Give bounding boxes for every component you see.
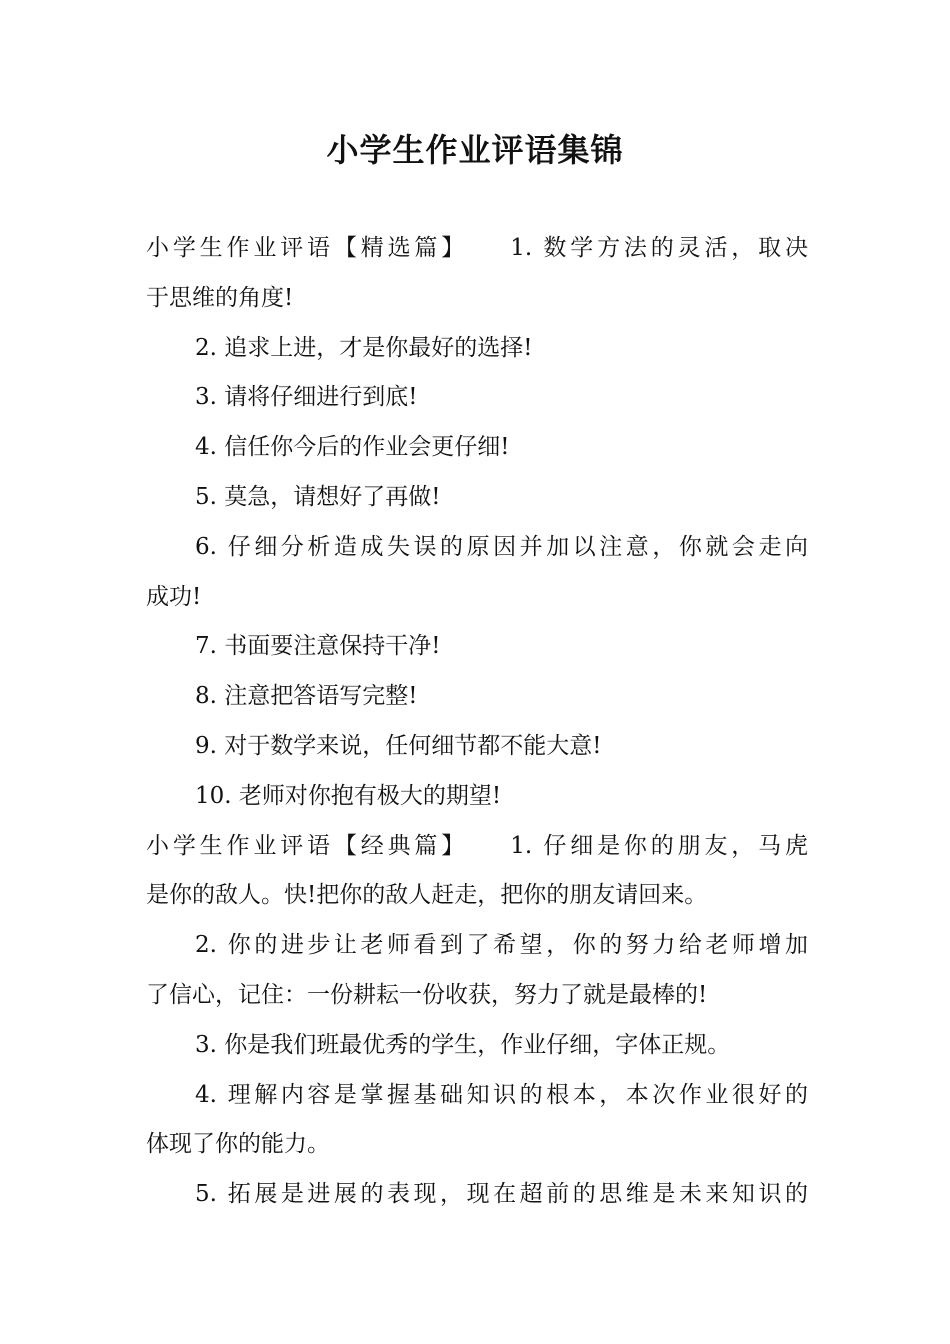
text-line: 小学生作业评语【精选篇】 1. 数学方法的灵活，取决 bbox=[146, 235, 808, 261]
text-line: 9. 对于数学来说，任何细节都不能大意! bbox=[195, 732, 602, 759]
text-line: 4. 信任你今后的作业会更仔细! bbox=[195, 434, 510, 461]
text-line: 了信心，记住：一份耕耘一份收获，努力了就是最棒的! bbox=[146, 981, 708, 1008]
text-line: 2. 追求上进，才是你最好的选择! bbox=[195, 334, 533, 361]
text-line: 3. 请将仔细进行到底! bbox=[195, 384, 418, 411]
text-line: 小学生作业评语【经典篇】 1. 仔细是你的朋友，马虎 bbox=[146, 832, 808, 859]
text-line: 3. 你是我们班最优秀的学生，作业仔细，字体正规。 bbox=[195, 1031, 731, 1058]
document-title: 小学生作业评语集锦 bbox=[326, 131, 624, 169]
text-line: 成功! bbox=[146, 583, 202, 610]
text-line: 4. 理解内容是掌握基础知识的根本，本次作业很好的 bbox=[195, 1081, 808, 1108]
text-line: 是你的敌人。快!把你的敌人赶走，把你的朋友请回来。 bbox=[146, 882, 708, 909]
text-line: 体现了你的能力。 bbox=[146, 1131, 330, 1158]
text-line: 6. 仔细分析造成失误的原因并加以注意，你就会走向 bbox=[195, 533, 808, 560]
text-line: 5. 拓展是进展的表现，现在超前的思维是未来知识的 bbox=[195, 1181, 808, 1208]
text-line: 5. 莫急，请想好了再做! bbox=[195, 483, 441, 510]
text-line: 10. 老师对你抱有极大的期望! bbox=[195, 782, 502, 809]
text-line: 8. 注意把答语写完整! bbox=[195, 683, 418, 710]
text-line: 于思维的角度! bbox=[146, 284, 294, 311]
text-line: 2. 你的进步让老师看到了希望，你的努力给老师增加 bbox=[195, 932, 808, 959]
document-body bbox=[146, 224, 808, 1220]
text-line: 7. 书面要注意保持干净! bbox=[195, 633, 441, 660]
